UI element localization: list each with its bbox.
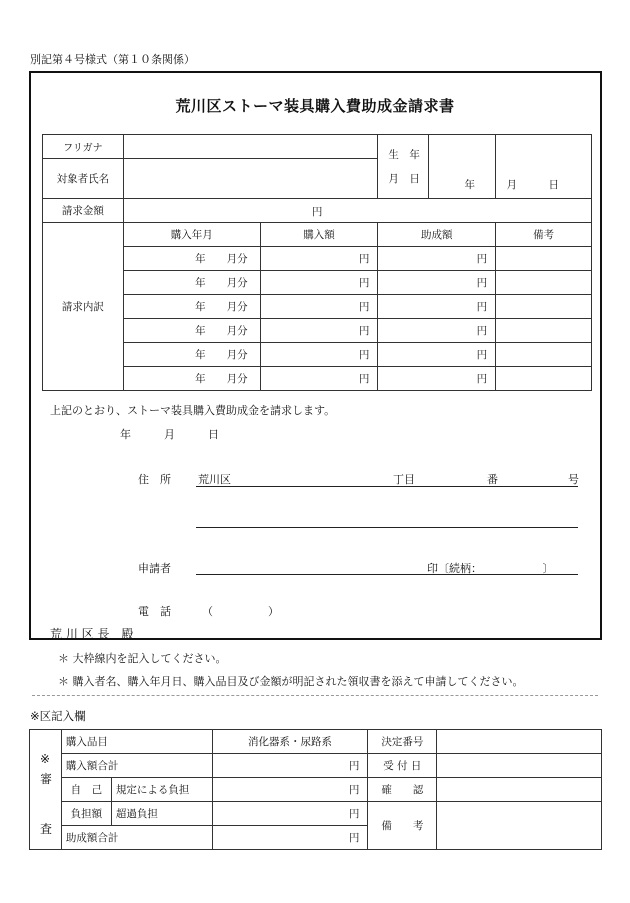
phone-field[interactable]: （ ） [202,605,279,618]
statement: 上記のとおり、ストーマ装具購入費助成金を請求します。 [50,404,336,417]
address-label: 住 所 [138,473,171,486]
table-row: 年 月分 円 円 [43,295,592,319]
name-label: 対象者氏名 [43,159,124,199]
address-ban: 番 [487,473,498,486]
self-label-1: 自 己 [61,778,111,802]
confirm-label: 確 認 [368,778,437,802]
header-purchase: 購入額 [260,223,378,247]
header-month: 購入年月 [123,223,260,247]
table-row: 年 月分 円 円 [43,271,592,295]
phone-label: 電 話 [138,605,171,618]
item-value: 消化器系・尿路系 [212,730,368,754]
table-row: 年 月分 円 円 [43,367,592,391]
note-2: ＊ 購入者名、購入年月日、購入品目及び金額が明記された領収書を添えて申請してください。 [58,675,524,688]
total-label: 購入額合計 [61,754,212,778]
address-ward: 荒川区 [198,473,231,486]
address-line-2[interactable] [196,527,578,528]
received-label: 受 付 日 [368,754,437,778]
grant-field[interactable]: 円 [212,826,368,850]
office-table [29,729,602,850]
breakdown-label: 請求内訳 [43,223,124,391]
applicant-line[interactable] [196,574,578,575]
header-subsidy: 助成額 [378,223,496,247]
amount-field[interactable]: 円 [123,199,591,223]
total-field[interactable]: 円 [212,754,368,778]
applicant-table [42,134,592,391]
divider [32,695,598,696]
form-title: 荒川区ストーマ装具購入費助成金請求書 [175,97,455,115]
name-field[interactable] [123,159,378,199]
furigana-field[interactable] [123,135,378,159]
rule-field[interactable]: 円 [212,778,368,802]
birth-label: 生 年 月 日 [378,135,429,198]
office-heading: ※区記入欄 [30,709,86,723]
grant-label: 助成額合計 [61,826,212,850]
received-field[interactable] [437,754,602,778]
applicant-label: 申請者 [138,562,171,575]
form-number: 別記第４号様式（第１０条関係） [30,53,195,66]
excess-field[interactable]: 円 [212,802,368,826]
confirm-field[interactable] [437,778,602,802]
birth-date-field[interactable]: 年 月 日 [496,135,592,199]
address-chome: 丁目 [393,473,415,486]
self-label-2: 負担額 [61,802,111,826]
header-remarks: 備考 [496,223,592,247]
seal-relation: 印〔続柄： 〕 [427,562,554,575]
decision-label: 決定番号 [368,730,437,754]
address-line-1[interactable] [196,486,578,487]
review-side-label: ※ 審 査 [30,730,62,850]
excess-label: 超過負担 [111,802,212,826]
rule-label: 規定による負担 [111,778,212,802]
address-go: 号 [568,473,579,486]
item-label: 購入品目 [61,730,212,754]
note-1: ＊ 大枠線内を記入してください。 [58,652,227,665]
table-row: 年 月分 円 円 [43,319,592,343]
date-line[interactable]: 年 月 日 [120,428,219,441]
table-row: 年 月分 円 円 [43,247,592,271]
furigana-label: フリガナ [43,135,124,159]
decision-field[interactable] [437,730,602,754]
table-row: 年 月分 円 円 [43,343,592,367]
amount-label: 請求金額 [43,199,124,223]
remarks-field[interactable] [437,802,602,850]
remarks-label: 備 考 [368,802,437,850]
addressee: 荒 川 区 長 殿 [50,627,134,641]
